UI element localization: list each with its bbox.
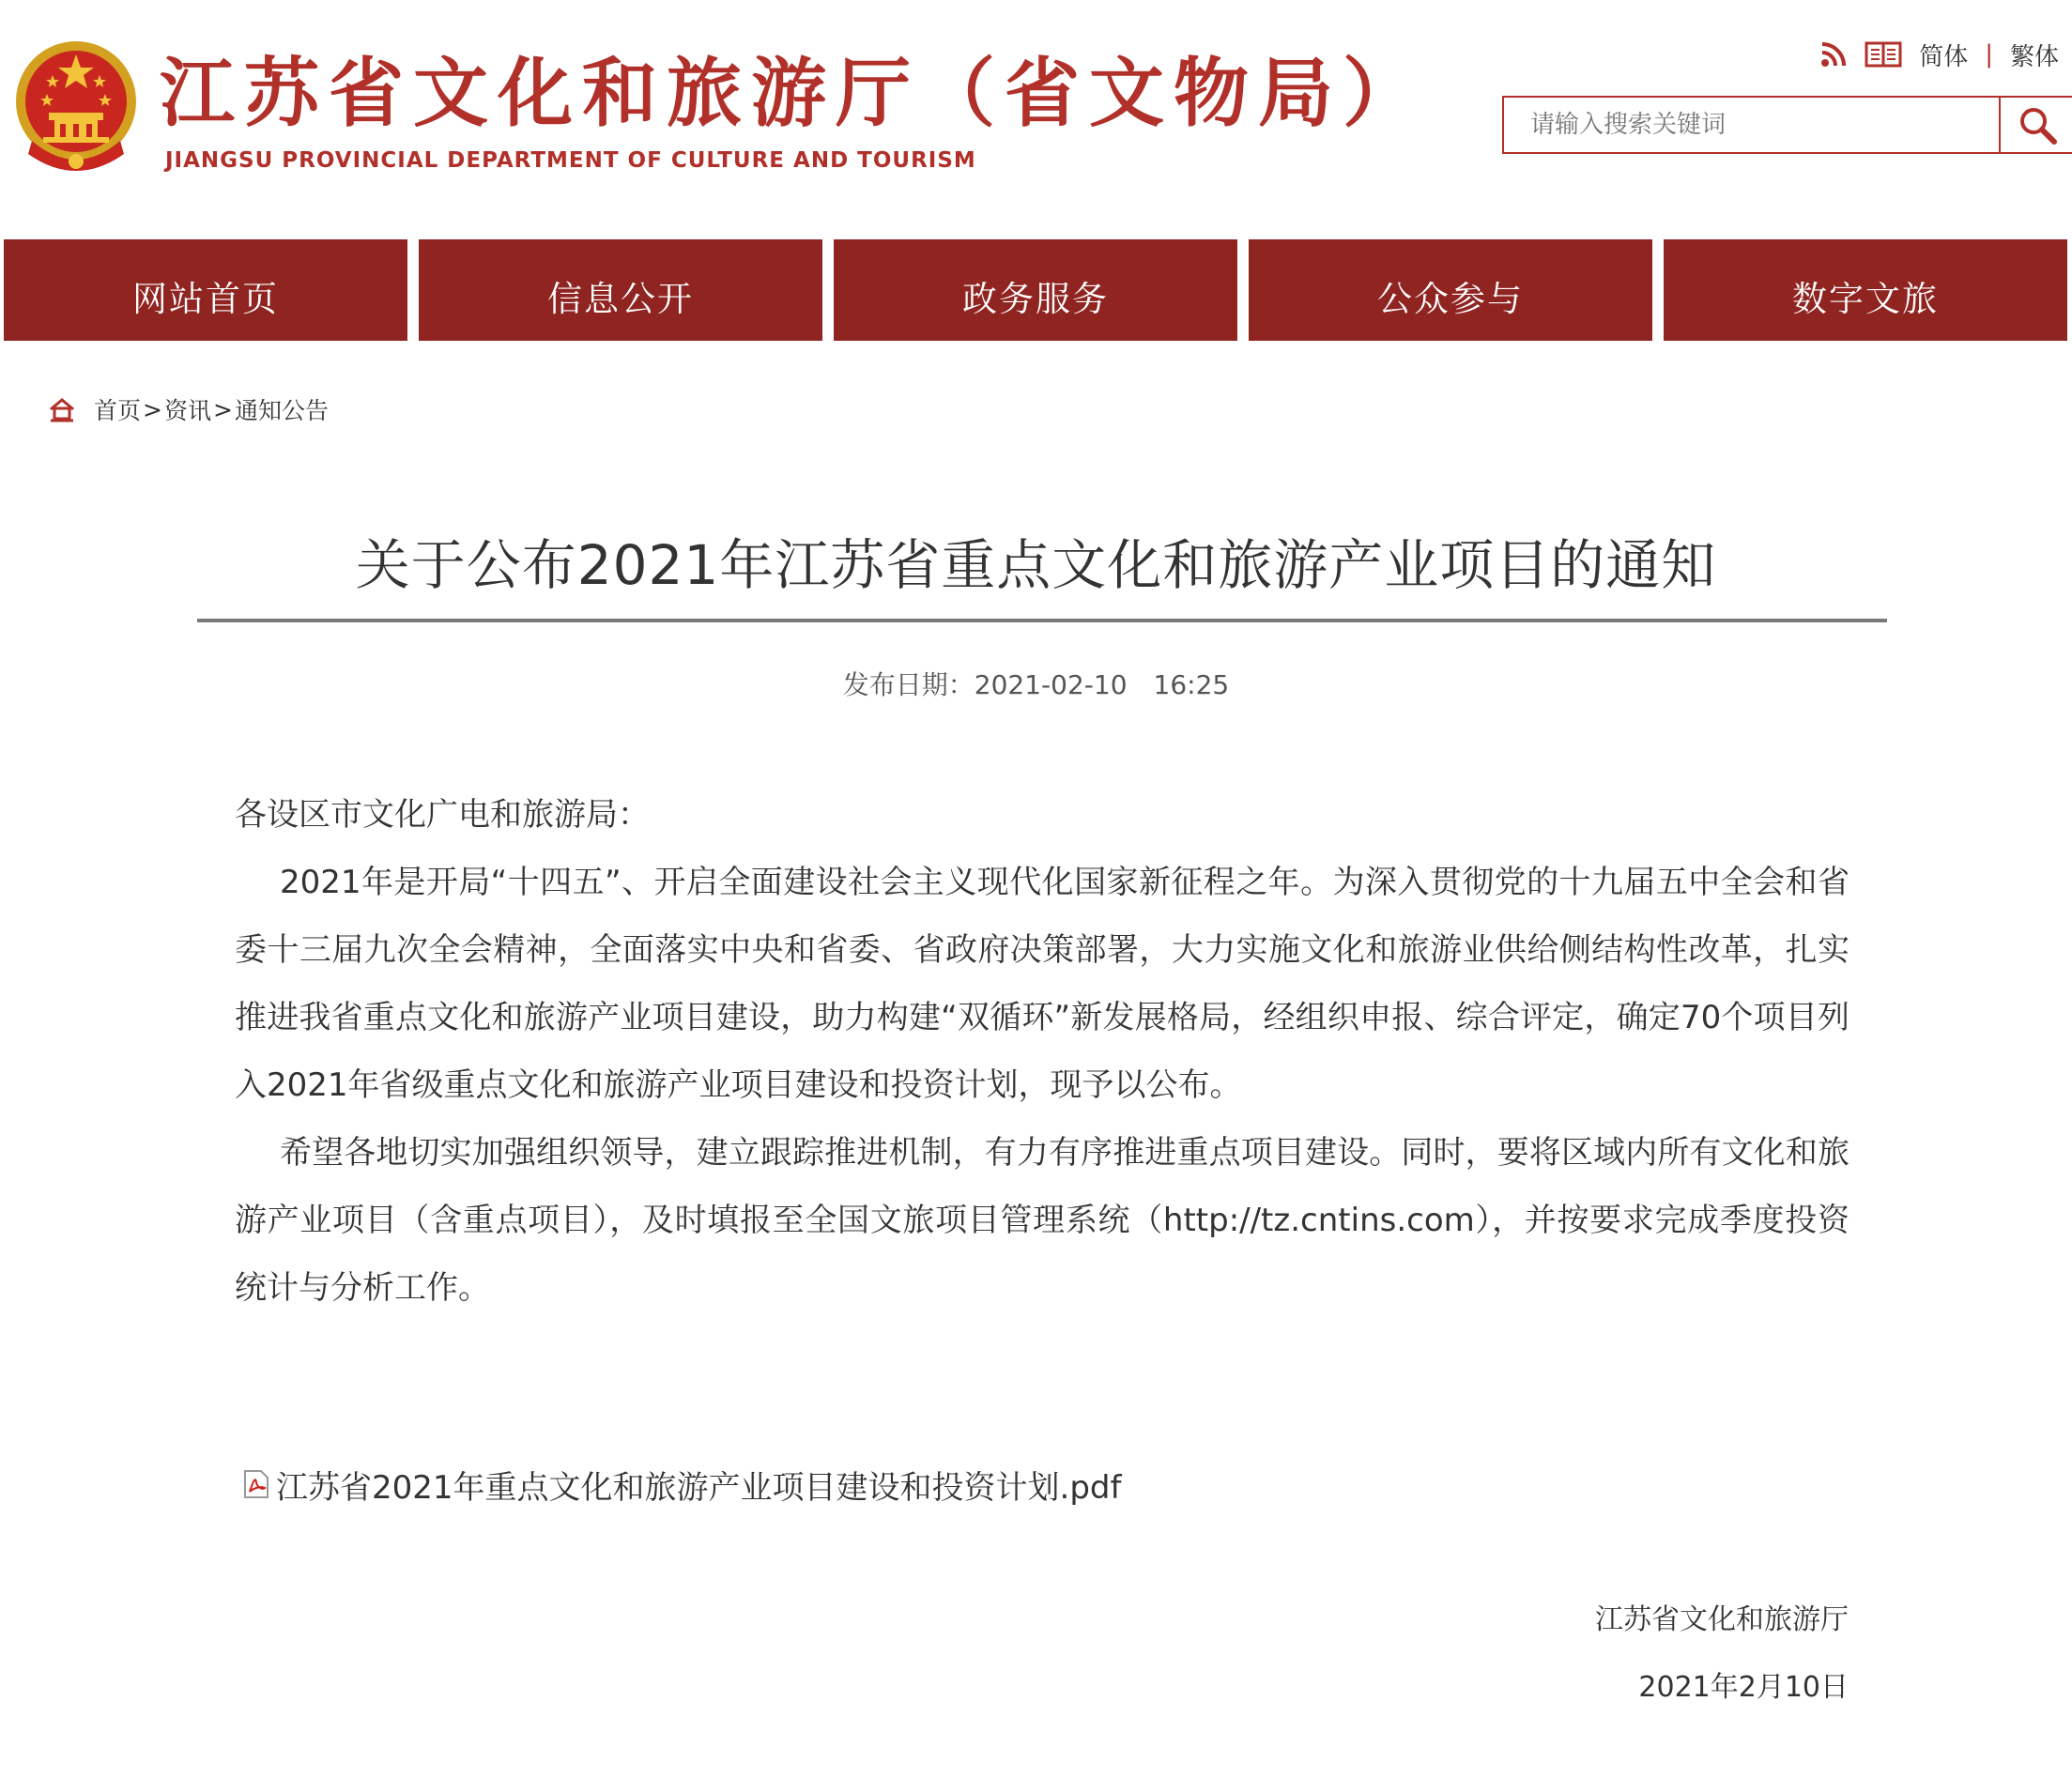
salutation: 各设区市文化广电和旅游局： (235, 796, 650, 834)
breadcrumb-notices[interactable]: 通知公告 (234, 397, 329, 424)
nav-digital-tourism-label: 数字文旅 (1792, 279, 1939, 319)
paragraph: 希望各地切实加强组织领导，建立跟踪推进机制，有力有序推进重点项目建设。同时，要将区域内所有文化和旅游产业项目（含重点项目），及时填报至全国文旅项目管理系统（http://tz.cntins.com），并按要求完成季度投资统计与分析工作。 (235, 1134, 1849, 1307)
breadcrumb-separator: > (212, 395, 233, 423)
signature-org: 江苏省文化和旅游厅 (1595, 1603, 1849, 1636)
breadcrumb (47, 392, 329, 426)
home-icon[interactable] (47, 394, 77, 424)
nav-info-disclosure-label: 信息公开 (547, 279, 694, 319)
attachment-link[interactable] (242, 1461, 1121, 1508)
nav-public-participation[interactable] (1249, 239, 1652, 341)
site-header (0, 0, 2072, 239)
site-title: 江苏省文化和旅游厅（省文物局） (160, 50, 1427, 137)
site-subtitle: JIANGSU PROVINCIAL DEPARTMENT OF CULTURE AND TOURISM (165, 148, 976, 173)
publish-date (0, 665, 2072, 702)
rss-icon[interactable] (1819, 40, 1848, 69)
search-icon (2017, 104, 2058, 146)
search-input[interactable] (1504, 98, 1999, 152)
article-title: 关于公布2021年江苏省重点文化和旅游产业项目的通知 (355, 533, 1717, 597)
breadcrumb-home[interactable]: 首页 (94, 397, 142, 424)
main-nav (0, 239, 2072, 341)
nav-home-label: 网站首页 (132, 279, 279, 319)
nav-digital-tourism[interactable] (1664, 239, 2067, 341)
nav-info-disclosure[interactable] (419, 239, 822, 341)
paragraph: 2021年是开局“十四五”、开启全面建设社会主义现代化国家新征程之年。为深入贯彻党的十九届五中全会和省委十三届九次全会精神，全面落实中央和省委、省政府决策部署，大力实施文化和旅游业供给侧结构性改革，扎实推进我省重点文化和旅游产业项目建设，助力构建“双循环”新发展格局，经组织申报、综合评定，确定70个项目列入2021年省级重点文化和旅游产业项目建设和投资计划，现予以公布。 (235, 864, 1849, 1104)
simplified-link[interactable]: 简体 (1919, 42, 1969, 71)
search-button[interactable] (2001, 98, 2072, 152)
pdf-icon (242, 1469, 270, 1499)
national-emblem-icon[interactable] (13, 38, 139, 173)
book-icon[interactable] (1865, 40, 1902, 69)
breadcrumb-separator: > (143, 395, 162, 423)
breadcrumb-news[interactable]: 资讯 (163, 397, 211, 424)
signature-date: 2021年2月10日 (1638, 1671, 1849, 1704)
publish-date-label: 发布日期： (842, 669, 975, 700)
nav-government-services[interactable] (834, 239, 1237, 341)
header-tools (1819, 36, 2059, 73)
nav-government-services-label: 政务服务 (962, 279, 1109, 319)
nav-home[interactable] (4, 239, 407, 341)
nav-public-participation-label: 公众参与 (1377, 279, 1524, 319)
attachment-label: 江苏省2021年重点文化和旅游产业项目建设和投资计划.pdf (276, 1468, 1122, 1507)
traditional-link[interactable]: 繁体 (2009, 42, 2059, 71)
title-divider (197, 619, 1887, 622)
article-body (235, 781, 1849, 1322)
tools-separator: | (1985, 40, 1993, 69)
publish-date-value: 2021-02-10 16:25 (974, 669, 1230, 700)
search-box (1502, 96, 2072, 154)
